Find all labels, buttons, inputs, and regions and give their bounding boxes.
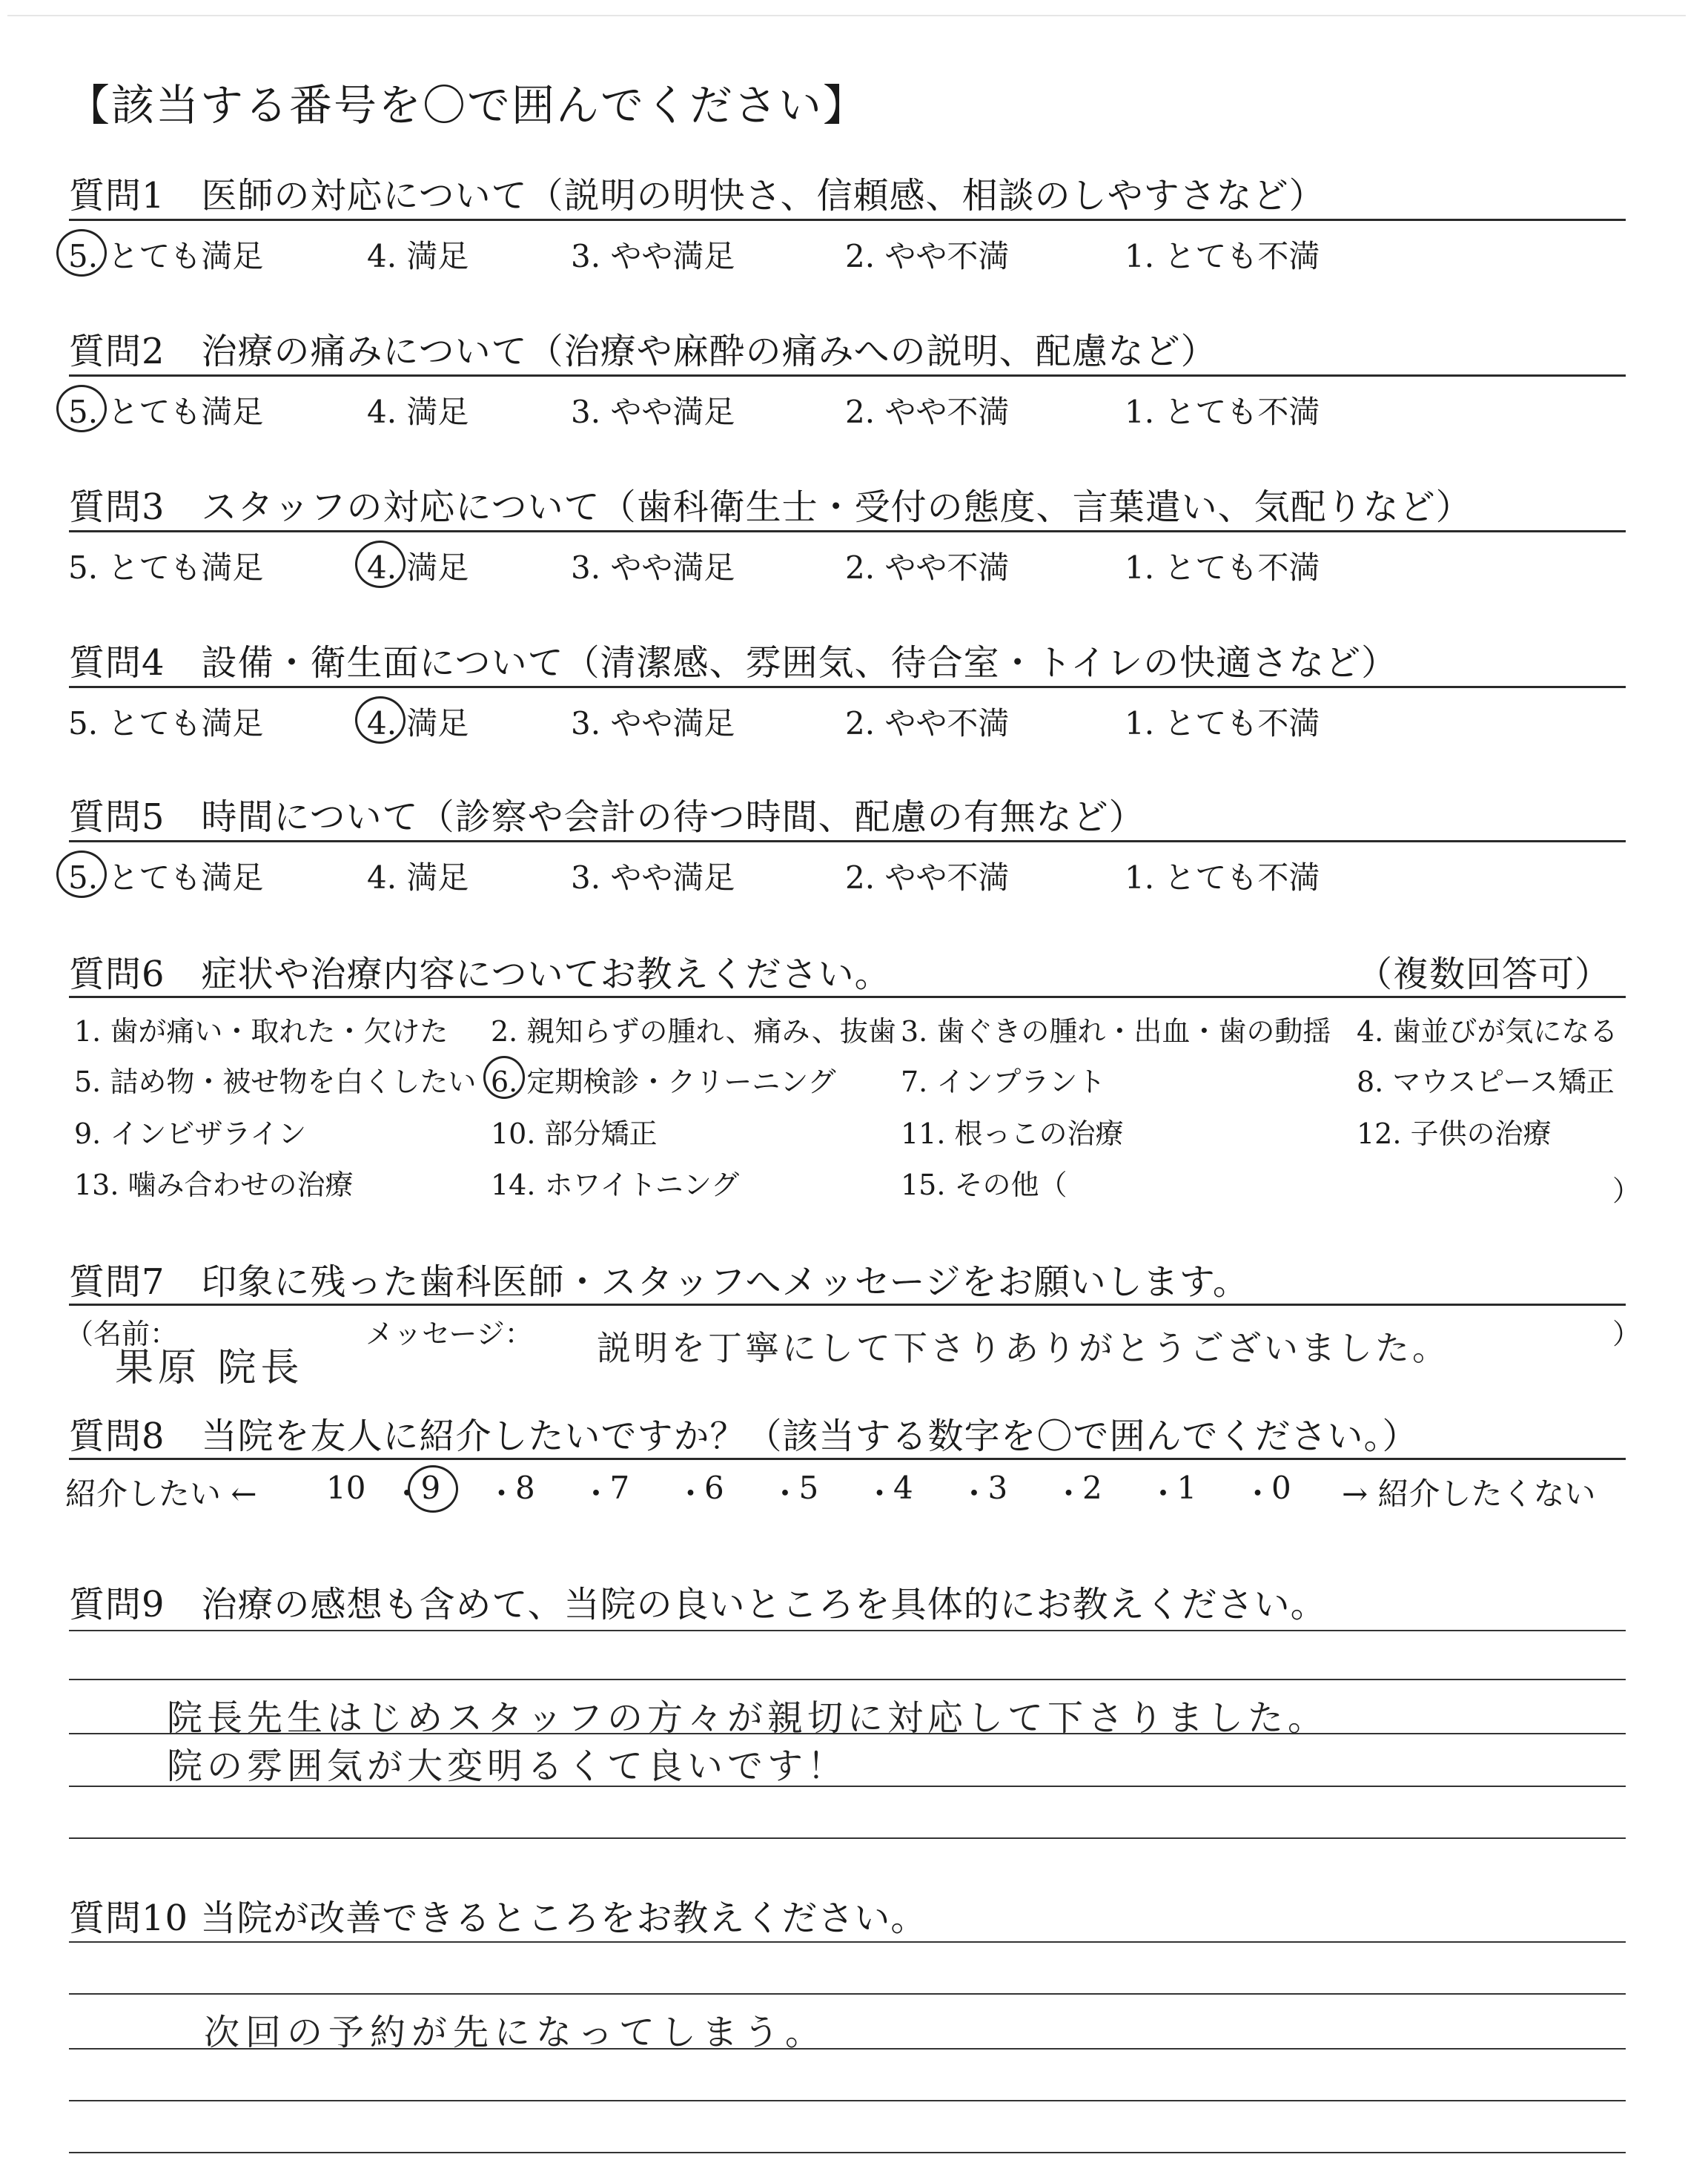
q4-option-4[interactable]: 4. 満足	[367, 705, 469, 742]
q8-scale-separator: ・	[1242, 1476, 1274, 1512]
q4-option-3[interactable]: 3. やや満足	[571, 705, 735, 742]
q8-scale-separator: ・	[1053, 1476, 1085, 1512]
q4-option-5[interactable]: 5. とても満足	[68, 705, 264, 742]
q6-option-7[interactable]: 7. インプラント	[901, 1066, 1106, 1098]
q1-option-5[interactable]: 5. とても満足	[68, 238, 264, 274]
q2-title: 質問2 治療の痛みについて（治療や麻酔の痛みへの説明、配慮など）	[69, 331, 1217, 372]
q5-title: 質問5 時間について（診察や会計の待つ時間、配慮の有無など）	[69, 796, 1145, 838]
q5-rule	[69, 840, 1626, 842]
q1-option-2[interactable]: 2. やや不満	[845, 238, 1010, 274]
q8-scale-4[interactable]: 4	[893, 1470, 913, 1506]
q7-message-handwritten: 説明を丁寧にして下さりありがとうございました。	[597, 1328, 1449, 1368]
q1-rule	[69, 219, 1626, 221]
q6-option-2[interactable]: 2. 親知らずの腫れ、痛み、抜歯	[491, 1015, 896, 1048]
q6-rule	[69, 996, 1626, 998]
q8-scale-separator: ・	[769, 1476, 801, 1512]
q5-option-3[interactable]: 3. やや満足	[571, 859, 735, 896]
q8-right-label: → 紹介したくない	[1342, 1476, 1596, 1512]
q8-scale-6[interactable]: 6	[704, 1470, 724, 1506]
q2-option-5[interactable]: 5. とても満足	[68, 394, 264, 430]
q2-rule	[69, 374, 1626, 377]
q2-option-3[interactable]: 3. やや満足	[571, 394, 735, 430]
q10-line-4	[69, 2100, 1626, 2101]
paper-edge	[7, 15, 1686, 16]
q6-option-1[interactable]: 1. 歯が痛い・取れた・欠けた	[74, 1015, 448, 1048]
q5-option-4[interactable]: 4. 満足	[367, 859, 469, 896]
q7-message-label: メッセージ：	[365, 1318, 533, 1350]
q8-scale-2[interactable]: 2	[1082, 1470, 1102, 1506]
q3-option-4[interactable]: 4. 満足	[367, 549, 469, 586]
q8-rule	[69, 1458, 1626, 1460]
q5-option-2[interactable]: 2. やや不満	[845, 859, 1010, 896]
q10-line-1	[69, 1941, 1626, 1943]
q1-title: 質問1 医師の対応について（説明の明快さ、信頼感、相談のしやすさなど）	[69, 175, 1325, 217]
q8-scale-separator: ・	[486, 1476, 517, 1512]
q8-scale-9[interactable]: 9	[420, 1470, 441, 1506]
q6-option-6[interactable]: 6. 定期検診・クリーニング	[491, 1066, 836, 1098]
q2-option-4[interactable]: 4. 満足	[367, 394, 469, 430]
q9-answer-line-2: 院の雰囲気が大変明るくて良いです！	[167, 1745, 848, 1787]
q9-title: 質問9 治療の感想も含めて、当院の良いところを具体的にお教えください。	[69, 1584, 1327, 1625]
q6-title: 質問6 症状や治療内容についてお教えください。	[69, 954, 891, 995]
q8-scale-separator: ・	[1148, 1476, 1179, 1512]
q8-left-label: 紹介したい ←	[65, 1476, 257, 1512]
q3-title: 質問3 スタッフの対応について（歯科衛生士・受付の態度、言葉遣い、気配りなど）	[69, 486, 1472, 528]
q9-answer-line-1: 院長先生はじめスタッフの方々が親切に対応して下さりました。	[167, 1697, 1328, 1739]
q1-option-3[interactable]: 3. やや満足	[571, 238, 735, 274]
q8-scale-separator: ・	[391, 1476, 423, 1512]
q6-option-3[interactable]: 3. 歯ぐきの腫れ・出血・歯の動揺	[901, 1015, 1331, 1048]
form-header: 【該当する番号を〇で囲んでください】	[67, 80, 868, 131]
q10-answer-line-1: 次回の予約が先になってしまう。	[204, 2012, 827, 2053]
q6-option-9[interactable]: 9. インビザライン	[74, 1117, 307, 1150]
q7-rule	[69, 1304, 1626, 1306]
q8-scale-separator: ・	[580, 1476, 612, 1512]
q7-close-paren: ）	[1612, 1318, 1641, 1350]
q3-option-3[interactable]: 3. やや満足	[571, 549, 735, 586]
q5-option-5[interactable]: 5. とても満足	[68, 859, 264, 896]
q8-scale-5[interactable]: 5	[798, 1470, 819, 1506]
q10-line-2	[69, 1993, 1626, 1995]
q6-option-11[interactable]: 11. 根っこの治療	[901, 1117, 1124, 1150]
q6-close-paren: ）	[1612, 1175, 1641, 1207]
q9-line-1	[69, 1630, 1626, 1631]
q8-scale-8[interactable]: 8	[515, 1470, 535, 1506]
q10-line-5	[69, 2152, 1626, 2153]
q2-option-2[interactable]: 2. やや不満	[845, 394, 1010, 430]
q6-option-5[interactable]: 5. 詰め物・被せ物を白くしたい	[74, 1066, 477, 1098]
q5-option-1[interactable]: 1. とても不満	[1125, 859, 1320, 896]
q4-option-1[interactable]: 1. とても不満	[1125, 705, 1320, 742]
q8-scale-3[interactable]: 3	[987, 1470, 1008, 1506]
q4-title: 質問4 設備・衛生面について（清潔感、雰囲気、待合室・トイレの快適さなど）	[69, 642, 1398, 684]
q3-option-2[interactable]: 2. やや不満	[845, 549, 1010, 586]
q6-option-12[interactable]: 12. 子供の治療	[1357, 1117, 1552, 1150]
q4-option-2[interactable]: 2. やや不満	[845, 705, 1010, 742]
q10-title: 質問10 当院が改善できるところをお教えください。	[69, 1898, 927, 1939]
q6-option-10[interactable]: 10. 部分矯正	[491, 1117, 658, 1150]
q3-option-5[interactable]: 5. とても満足	[68, 549, 264, 586]
q6-option-14[interactable]: 14. ホワイトニング	[491, 1169, 740, 1201]
q6-option-4[interactable]: 4. 歯並びが気になる	[1357, 1015, 1618, 1048]
q8-scale-1[interactable]: 1	[1176, 1470, 1197, 1506]
q8-scale-7[interactable]: 7	[609, 1470, 630, 1506]
q7-name-label: （名前：	[65, 1318, 179, 1350]
q6-note: （複数回答可）	[1357, 954, 1612, 995]
q9-line-5	[69, 1837, 1626, 1839]
q6-option-13[interactable]: 13. 噛み合わせの治療	[74, 1169, 354, 1201]
q7-title: 質問7 印象に残った歯科医師・スタッフへメッセージをお願いします。	[69, 1261, 1249, 1303]
q7-name-handwritten: 果原 院長	[115, 1346, 304, 1390]
q8-title: 質問8 当院を友人に紹介したいですか？（該当する数字を〇で囲んでください。）	[69, 1416, 1419, 1457]
q6-option-8[interactable]: 8. マウスピース矯正	[1357, 1066, 1615, 1098]
q3-rule	[69, 530, 1626, 532]
q2-option-1[interactable]: 1. とても不満	[1125, 394, 1320, 430]
q8-scale-separator: ・	[864, 1476, 896, 1512]
q8-scale-10[interactable]: 10	[326, 1470, 366, 1506]
q8-scale-separator: ・	[959, 1476, 990, 1512]
q6-option-15[interactable]: 15. その他（	[901, 1169, 1068, 1201]
q3-option-1[interactable]: 1. とても不満	[1125, 549, 1320, 586]
q1-option-1[interactable]: 1. とても不満	[1125, 238, 1320, 274]
q9-line-2	[69, 1679, 1626, 1680]
q8-scale-0[interactable]: 0	[1271, 1470, 1291, 1506]
q4-rule	[69, 686, 1626, 688]
q1-option-4[interactable]: 4. 満足	[367, 238, 469, 274]
q8-scale-separator: ・	[675, 1476, 706, 1512]
